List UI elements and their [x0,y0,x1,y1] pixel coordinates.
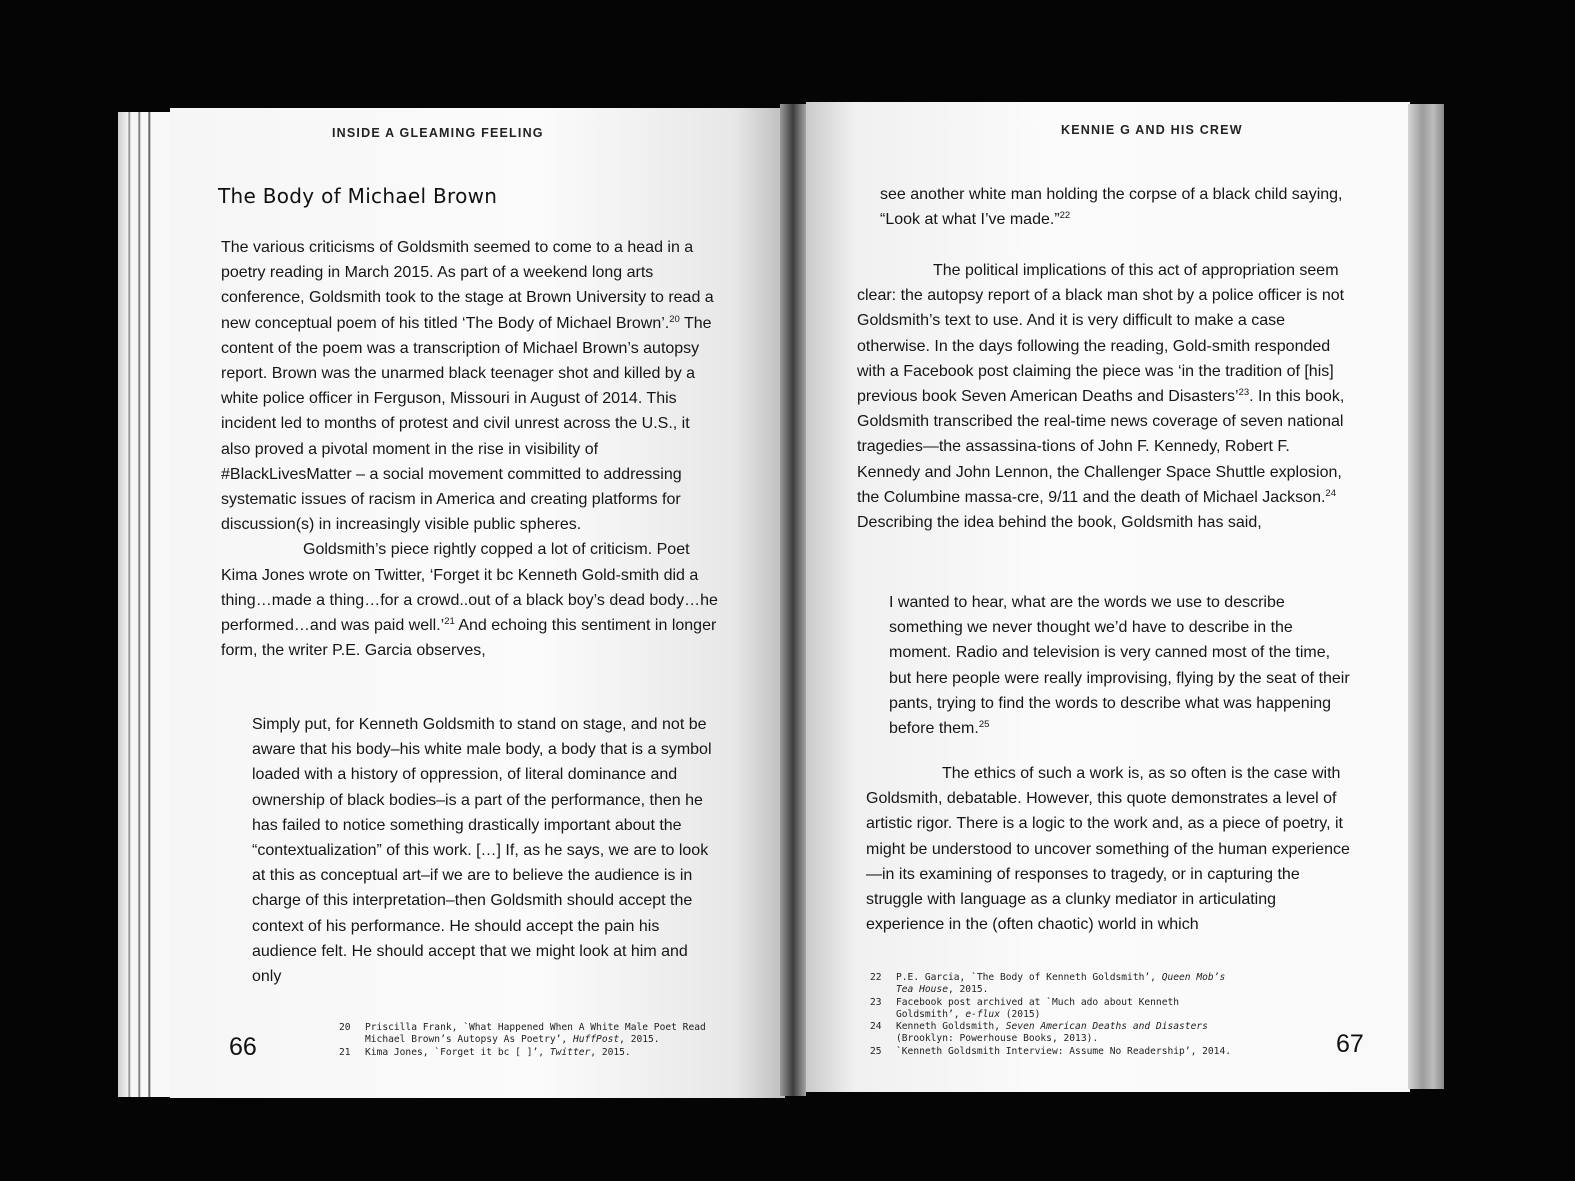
page-stack-left [118,112,170,1097]
right-blockquote-continued [880,182,1350,232]
footnote-ref-22: 22 [1059,210,1071,222]
running-head-left: INSIDE A GLEAMING FEELING [332,126,544,140]
book-gutter [780,104,806,1096]
footnote-text-post: , 2015. [590,1046,631,1058]
footnote-number: 20 [339,1022,351,1033]
footnote-text-post: (Brooklyn: Powerhouse Books, 2013). [896,1033,1099,1045]
left-paragraph-2-part-a: Goldsmith’s piece rightly copped a lot of criticism. Poet Kima Jones wrote on Twitter, ‘Forget it bc Kenneth Gold-smith did a thing…made a thing…for a crowd..out of a black boy’s dead body…he performed…and was paid well.’ [221,541,718,635]
page-stack-right [1408,104,1444,1089]
right-paragraph-1-part-c: Describing the idea behind the book, Goldsmith has said, [857,514,1262,532]
footnote-ref-24: 24 [1325,487,1336,499]
footnote-text [896,1046,1240,1058]
footnote-text-post: , 2015. [947,984,989,996]
footnote-text-pre: Kenneth Goldsmith, [896,1021,1006,1033]
footnote-21 [339,1047,739,1059]
footnote-text [896,972,1240,997]
running-head-right: KENNIE G AND HIS CREW [1061,123,1243,137]
left-paragraph-1 [221,235,718,537]
page-number-right: 67 [1336,1030,1364,1058]
left-paragraph-1-part-b: The content of the poem was a transcription of Michael Brown’s autopsy report. Brown was the unarmed black teenager shot and killed by a white police officer in Ferguson, Missouri in August of 2014. This incident led to months of protest and civil unrest across the U.S., it also proved a pivotal moment in the rise in visibility of #BlackLivesMatter – a social movement committed to addressing systematic issues of racism in America and creating platforms for discussion(s) in increasingly visible public spheres. [221,314,712,534]
footnote-text-pre: Facebook post archived at `Much ado about Kenneth Goldsmith’, [896,996,1180,1020]
footnote-source-italic: e-flux [965,1008,1000,1020]
right-footnotes [870,972,1240,1058]
footnote-source-italic: Twitter [549,1046,591,1058]
left-paragraph-2 [221,537,718,663]
footnote-text-pre: `Kenneth Goldsmith Interview: Assume No Readership’, 2014. [896,1045,1232,1057]
footnote-ref-20: 20 [669,313,680,325]
footnote-ref-21: 21 [444,616,455,628]
left-footnotes [339,1022,739,1059]
left-paragraph-1-part-a: The various criticisms of Goldsmith seemed to come to a head in a poetry reading in March 2015. As part of a weekend long arts conference, Goldsmith took to the stage at Brown University to read a new conceptual poem of his titled ‘The Body of Michael Brown’. [221,239,714,332]
footnote-number: 22 [870,972,882,983]
footnote-ref-23: 23 [1238,387,1250,399]
right-paragraph-1 [857,258,1351,535]
footnote-number: 24 [870,1021,882,1033]
footnote-20 [339,1022,739,1047]
footnote-22 [870,972,1240,997]
footnote-text-pre: P.E. Garcia, `The Body of Kenneth Goldsmith’, [896,972,1162,983]
footnote-source-italic: HuffPost [572,1034,620,1046]
footnote-text [365,1047,739,1059]
footnote-23 [870,997,1240,1022]
footnote-source-italic: Queen Mob’s Tea House [896,972,1226,996]
footnote-text-pre: Priscilla Frank, `What Happened When A White Male Poet Read Michael Brown’s Autopsy As Poetry’, [365,1022,706,1046]
footnote-25 [870,1046,1240,1058]
right-paragraph-2: The ethics of such a work is, as so often is the case with Goldsmith, debatable. However, this quote demonstrates a level of artistic rigor. There is a logic to the work and, as a piece of poetry, it might be understood to uncover something of the human experience—in its examining of responses to tragedy, or in capturing the struggle with language as a clunky mediator in articulating experience in the (often chaotic) world in which [866,765,1350,934]
blockquote-continued-text: see another white man holding the corpse of a black child saying, “Look at what I’ve made.” [880,186,1343,229]
right-blockquote [889,590,1351,741]
footnote-source-italic: Seven American Deaths and Disasters [1005,1021,1208,1033]
footnote-text [896,997,1240,1022]
blockquote-text: I wanted to hear, what are the words we use to describe something we never thought we’d have to describe in the moment. Radio and television is very canned most of the time, but here people were really improvising, flying by the seat of their pants, trying to find the words to describe what was happening before them. [889,594,1350,738]
left-paragraph-2-part-b: And echoing this sentiment in longer form, the writer P.E. Garcia observes, [221,617,717,660]
page-number-left: 66 [229,1033,257,1061]
footnote-ref-25: 25 [978,719,990,731]
footnote-number: 23 [870,996,882,1008]
left-body-text [221,235,718,663]
footnote-text-pre: Kima Jones, `Forget it bc [ ]’, [365,1046,550,1058]
footnote-text [365,1022,739,1047]
chapter-title: The Body of Michael Brown [218,184,498,208]
footnote-number: 25 [870,1045,882,1057]
footnote-text [896,1021,1240,1046]
footnote-text-post: (2015) [999,1008,1041,1020]
footnote-24 [870,1021,1240,1046]
left-blockquote: Simply put, for Kenneth Goldsmith to stand on stage, and not be aware that his body–his white male body, a body that is a symbol loaded with a history of oppression, of literal dominance and ownership of black bodies–is a part of the performance, then he has failed to notice something drastically important about the “contextualization” of this work. […] If, as he says, we are to look at this as conceptual art–if we are to believe the audience is in charge of this interpretation–then Goldsmith should accept the context of his performance. He should accept the pain his audience felt. He should accept that we might look at him and only [252,716,712,986]
right-paragraph-1-part-b: . In this book, Goldsmith transcribed the real-time news coverage of seven national tragedies—the assassina-tions of John F. Kennedy, Robert F. Kennedy and John Lennon, the Challenger Space Shuttle explosion, the Columbine massa-cre, 9/11 and the death of Michael Jackson. [857,388,1345,506]
footnote-number: 21 [339,1046,351,1058]
footnote-text-post: , 2015. [619,1034,660,1046]
right-paragraph-1-part-a: The political implications of this act of appropriation seem clear: the autopsy report of a black man shot by a police officer is not Goldsmith’s text to use. And it is very difficult to make a case otherwise. In the days following the reading, Gold-smith responded with a Facebook post claiming the piece was ‘in the tradition of [his] previous book Seven American Deaths and Disasters’ [857,262,1345,406]
